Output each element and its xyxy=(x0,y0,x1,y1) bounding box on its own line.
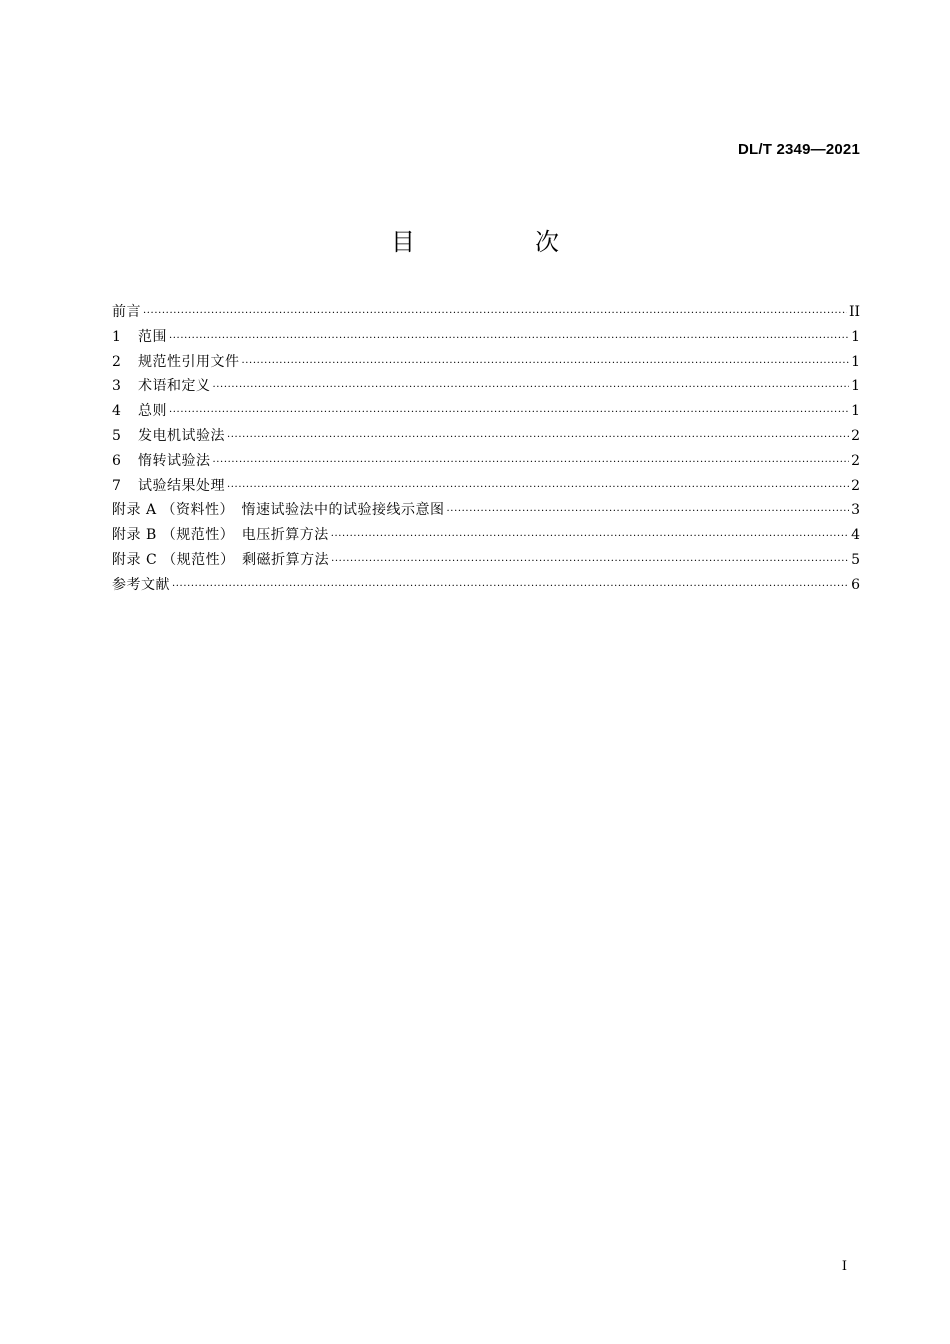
toc-entry-label: 参考文献 xyxy=(112,576,170,593)
toc-entry-appendix-c[interactable] xyxy=(112,548,860,573)
toc-entry-page: 2 xyxy=(851,427,860,444)
toc-entry-label: 规范性引用文件 xyxy=(138,353,240,370)
toc-entry-page: 6 xyxy=(851,576,860,593)
dot-leader xyxy=(172,575,849,600)
toc-entry-generator-test[interactable] xyxy=(112,424,860,449)
toc-entry-general[interactable] xyxy=(112,399,860,424)
toc-entry-number: 7 xyxy=(112,477,121,494)
page-number: I xyxy=(841,1259,847,1274)
toc-entry-coasting-test[interactable] xyxy=(112,449,860,474)
toc-entry-label: 术语和定义 xyxy=(138,378,211,395)
toc-entry-label: 惰转试验法 xyxy=(138,452,211,469)
dot-leader xyxy=(169,327,849,352)
toc-entry-page: 2 xyxy=(851,452,860,469)
toc-entry-page: II xyxy=(848,304,860,320)
toc-entry-bibliography[interactable] xyxy=(112,573,860,598)
dot-leader xyxy=(227,426,849,451)
dot-leader xyxy=(242,352,850,377)
toc-entry-label: 前言 xyxy=(112,304,141,320)
dot-leader xyxy=(331,525,849,550)
toc-entry-label: 附录 A （资料性） 惰速试验法中的试验接线示意图 xyxy=(112,502,445,519)
toc-entry-number: 1 xyxy=(112,328,121,345)
toc-entry-page: 1 xyxy=(851,328,860,345)
toc-entry-number: 5 xyxy=(112,427,121,444)
dot-leader xyxy=(447,500,850,525)
toc-entry-label: 试验结果处理 xyxy=(138,477,225,494)
toc-entry-page: 2 xyxy=(851,477,860,494)
toc-entry-page: 3 xyxy=(851,502,860,519)
dot-leader xyxy=(143,302,847,327)
dot-leader xyxy=(227,476,849,501)
toc-entry-foreword[interactable] xyxy=(112,300,860,325)
toc-entry-label: 总则 xyxy=(138,403,167,420)
toc-entry-scope[interactable] xyxy=(112,325,860,350)
toc-entry-number: 4 xyxy=(112,403,121,420)
table-of-contents xyxy=(112,300,860,598)
toc-entry-label: 附录 B （规范性） 电压折算方法 xyxy=(112,527,329,544)
toc-entry-number: 2 xyxy=(112,353,121,370)
toc-entry-label: 范围 xyxy=(138,328,167,345)
toc-entry-label: 附录 C （规范性） 剩磁折算方法 xyxy=(112,551,330,568)
toc-entry-appendix-b[interactable] xyxy=(112,523,860,548)
page-title: 目 次 xyxy=(391,228,607,256)
toc-entry-page: 1 xyxy=(851,353,860,370)
toc-entry-page: 1 xyxy=(851,378,860,395)
toc-entry-appendix-a[interactable] xyxy=(112,498,860,523)
toc-entry-page: 1 xyxy=(851,403,860,420)
toc-entry-normative-references[interactable] xyxy=(112,350,860,375)
toc-entry-number: 6 xyxy=(112,452,121,469)
toc-entry-page: 4 xyxy=(851,527,860,544)
dot-leader xyxy=(213,376,850,401)
toc-entry-result-processing[interactable] xyxy=(112,474,860,499)
dot-leader xyxy=(213,451,850,476)
toc-entry-terms-definitions[interactable] xyxy=(112,374,860,399)
toc-entry-label: 发电机试验法 xyxy=(138,427,225,444)
toc-entry-number: 3 xyxy=(112,378,121,395)
dot-leader xyxy=(331,550,849,575)
standard-code: DL/T 2349—2021 xyxy=(737,141,860,158)
dot-leader xyxy=(169,401,849,426)
toc-entry-page: 5 xyxy=(851,551,860,568)
